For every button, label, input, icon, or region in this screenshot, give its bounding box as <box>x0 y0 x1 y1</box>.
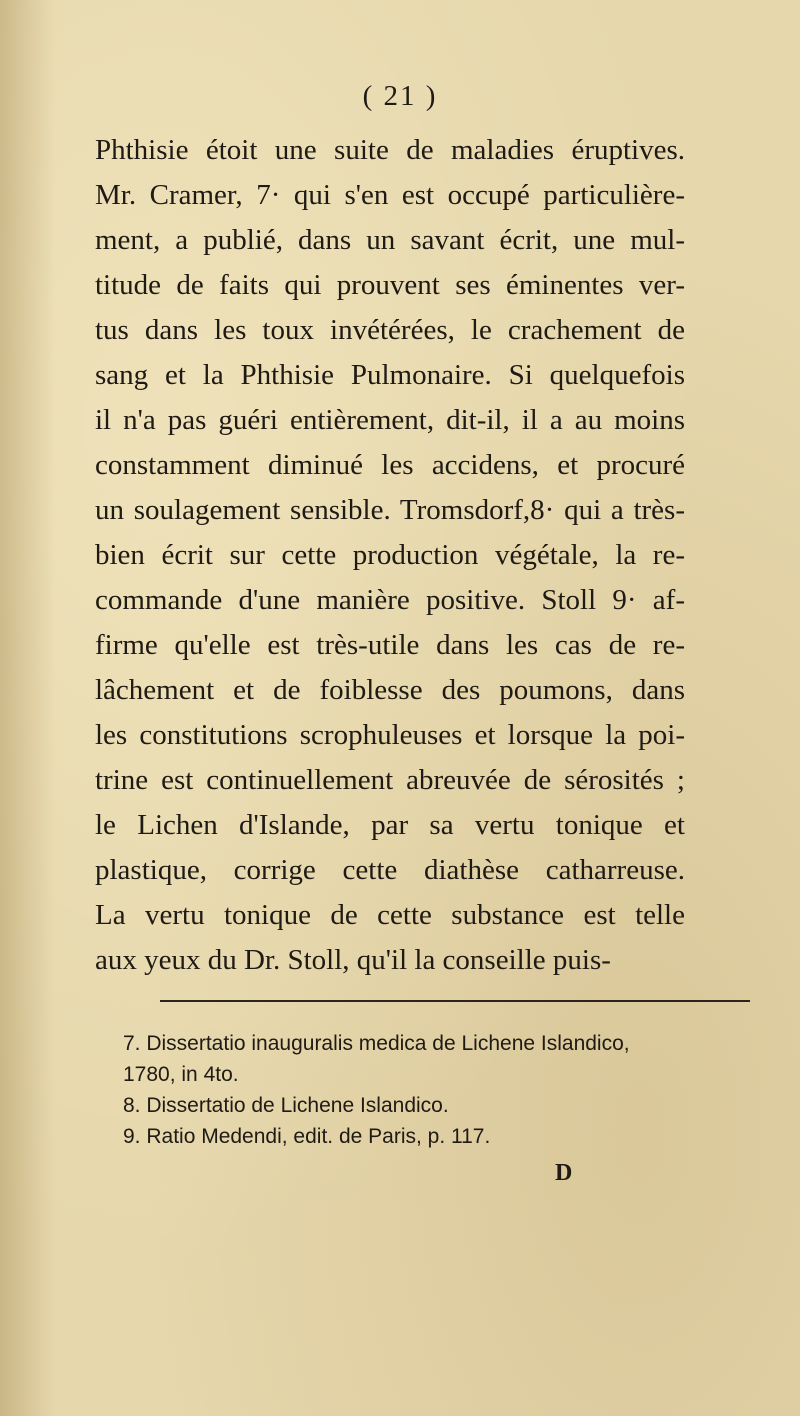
text-line: La vertu tonique de cette substance est telle <box>95 899 685 931</box>
text-line: il n'a pas guéri entièrement, dit-il, il a au moins <box>95 404 685 436</box>
signature-mark: D <box>555 1160 573 1186</box>
text-line: firme qu'elle est très-utile dans les cas de re- <box>95 629 685 661</box>
text-line: titude de faits qui prouvent ses éminentes ver- <box>95 269 685 301</box>
text-line: plastique, corrige cette diathèse catharreuse. <box>95 854 685 886</box>
text-line: lâchement et de foiblesse des poumons, dans <box>95 674 685 706</box>
footnote: 8. Dissertatio de Lichene Islandico. <box>123 1094 449 1117</box>
text-line: un soulagement sensible. Tromsdorf,8· qui a très- <box>95 494 685 526</box>
text-line: Phthisie étoit une suite de maladies éruptives. <box>95 134 685 166</box>
page-number: ( 21 ) <box>362 80 438 112</box>
text-line: les constitutions scrophuleuses et lorsque la poi- <box>95 719 685 751</box>
text-line: constamment diminué les accidens, et procuré <box>95 449 685 481</box>
text-line: tus dans les toux invétérées, le crachement de <box>95 314 685 346</box>
text-line: commande d'une manière positive. Stoll 9· af- <box>95 584 685 616</box>
text-line: sang et la Phthisie Pulmonaire. Si quelquefois <box>95 359 685 391</box>
text-line: ment, a publié, dans un savant écrit, une mul- <box>95 224 685 256</box>
footnote-rule <box>160 1000 750 1002</box>
footnotes <box>123 1028 723 1152</box>
text-line: trine est continuellement abreuvée de sérosités ; <box>95 764 685 796</box>
footnote: 7. Dissertatio inauguralis medica de Lichene Islandico, <box>123 1032 630 1055</box>
footnote: 9. Ratio Medendi, edit. de Paris, p. 117. <box>123 1125 491 1148</box>
text-line: le Lichen d'Islande, par sa vertu tonique et <box>95 809 685 841</box>
text-line: Mr. Cramer, 7· qui s'en est occupé particulière- <box>95 179 685 211</box>
text-line: bien écrit sur cette production végétale, la re- <box>95 539 685 571</box>
page-edge-shadow <box>0 0 55 1416</box>
text-line: aux yeux du Dr. Stoll, qu'il la conseille puis- <box>95 944 611 976</box>
body-text <box>95 128 685 983</box>
footnote-continuation: 1780, in 4to. <box>123 1063 239 1086</box>
